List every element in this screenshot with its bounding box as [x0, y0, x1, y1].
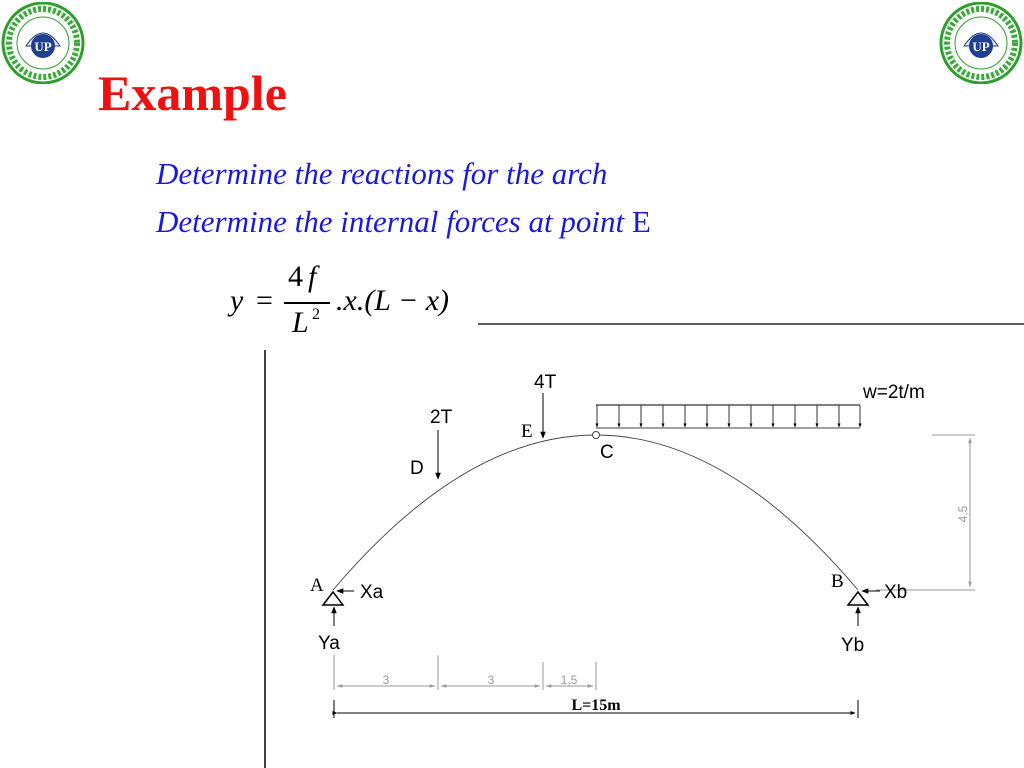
task-reactions-text: Determine the reactions for the arch: [156, 156, 608, 191]
logo-text-left: UP: [34, 39, 52, 54]
reaction-label-xb: Xb: [884, 582, 908, 603]
slide-title: Example: [98, 65, 287, 121]
formula-numerator-coef: 4: [288, 260, 303, 293]
formula-numerator-var: f: [308, 260, 317, 293]
formula-lhs: y: [230, 284, 244, 317]
formula-denominator-exp: 2: [312, 306, 320, 323]
dim-segment-1: 3: [382, 673, 390, 687]
support-b: [848, 592, 868, 605]
task-point-label: E: [631, 204, 651, 239]
point-label-e: E: [521, 421, 533, 442]
load-label-4t: 4T: [534, 372, 557, 393]
dim-height-label: 4,5: [956, 505, 970, 523]
point-label-a: A: [310, 575, 324, 596]
dim-segment-3: 1,5: [560, 673, 578, 687]
reaction-label-ya: Ya: [318, 633, 340, 654]
reaction-label-xa: Xa: [360, 582, 384, 603]
distributed-load: [596, 405, 860, 428]
logo-text-right: UP: [972, 39, 990, 54]
load-label-w: w=2t/m: [863, 382, 925, 403]
formula-equals: =: [256, 284, 273, 317]
point-label-b: B: [831, 571, 844, 592]
formula-denominator: L: [292, 306, 309, 339]
reaction-label-yb: Yb: [841, 635, 865, 656]
dim-segment-2: 3: [487, 673, 495, 687]
hinge-c: [593, 432, 600, 439]
point-label-c: C: [600, 442, 614, 463]
segment-dimensions: [334, 655, 596, 690]
support-a: [323, 592, 343, 605]
load-label-2t: 2T: [430, 407, 453, 428]
task-internal-forces-text: Determine the internal forces at point: [156, 204, 632, 239]
span-label: L=15m: [571, 697, 621, 714]
point-label-d: D: [410, 458, 424, 479]
formula-tail: .x.(L − x): [336, 284, 449, 317]
